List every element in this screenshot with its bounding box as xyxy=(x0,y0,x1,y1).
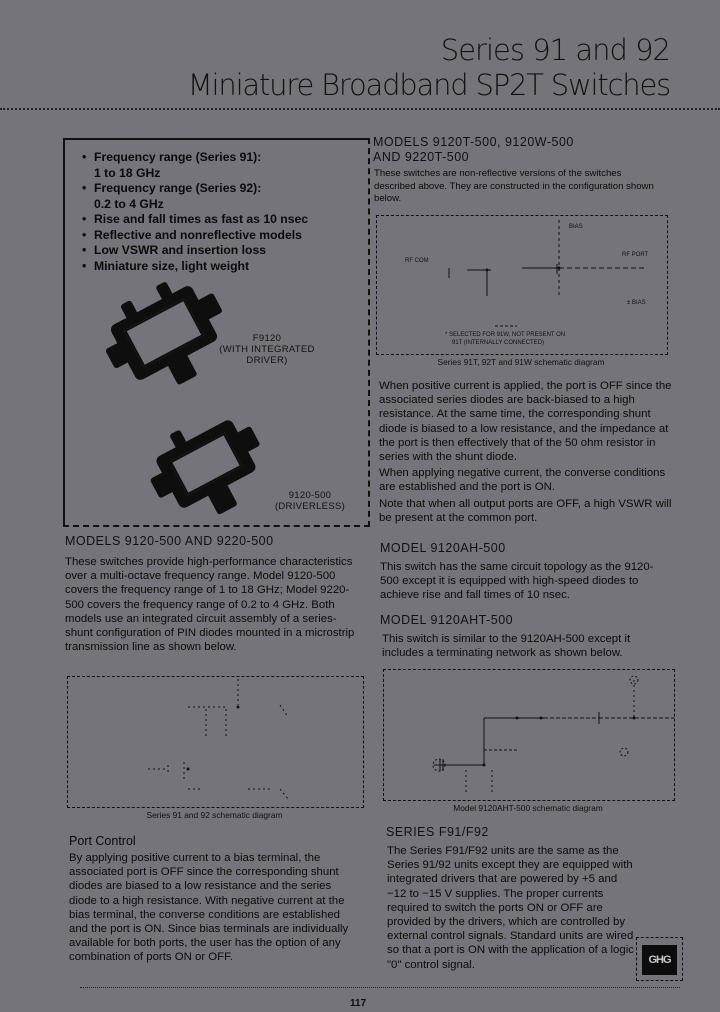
series-title: Series 91 and 92 xyxy=(440,33,670,67)
schematic-caption-series-91-92: Series 91 and 92 schematic diagram xyxy=(146,810,283,820)
caption-line: DRIVER) xyxy=(246,355,288,366)
heading-line: MODELS 9120T-500, 9120W-500 xyxy=(373,135,574,149)
feature-text: Frequency range (Series 92): xyxy=(94,181,262,195)
caption-line: F9120 xyxy=(252,333,282,344)
feature-text: Miniature size, light weight xyxy=(94,258,250,273)
feature-subtext: 1 to 18 GHz xyxy=(94,165,161,180)
feature-item xyxy=(80,212,360,228)
photo-caption-9120-500 xyxy=(270,490,350,512)
svg-text:* SELECTED FOR 91W, NOT PRESEN: * SELECTED FOR 91W, NOT PRESENT ON xyxy=(445,332,566,338)
schematic-caption-9120aht: Model 9120AHT-500 schematic diagram xyxy=(453,803,603,813)
svg-text:91T (INTERNALLY CONNECTED): 91T (INTERNALLY CONNECTED) xyxy=(452,340,545,346)
heading-line: AND 9220T-500 xyxy=(373,150,470,164)
page-number: 117 xyxy=(350,998,367,1009)
feature-subtext: 0.2 to 4 GHz xyxy=(94,196,164,211)
model-9120aht-heading: MODEL 9120AHT-500 xyxy=(380,613,514,627)
models-9120-9220-text: These switches provide high-performance characteristics over a multi-octave frequency range. Model 9120-500 covers the frequency range of 1 to 18 GHz; Model 9220-500 covers the frequency range of 0.2 to 4 GHz. Both models use an integrated circuit assembly of a series-shunt configuration of PIN diodes mounted in a microstrip transmission line as shown below. xyxy=(65,556,355,654)
port-control-text: By applying positive current to a bias terminal, the associated port is OFF since the corresponding shunt diodes are biased to a low resistance and the series diode to a high resistance. With negative current at the bias terminal, the converse conditions are established and the port is ON. Since bias terminals are individually available for both ports, the user has the option of any combination of ports ON or OFF. xyxy=(69,852,349,964)
operation-paragraph-1: When positive current is applied, the port is OFF since the associated series diodes are back-biased to a high resistance. At the same time, the corresponding shunt diode is biased to a low resistance, and the impedance at the port is then effectively that of the 50 ohm resistor in series with the shunt diode. xyxy=(379,380,672,464)
svg-text:RF COM: RF COM xyxy=(405,258,429,264)
svg-text:BIAS: BIAS xyxy=(569,224,583,230)
caption-line: (DRIVERLESS) xyxy=(274,501,346,512)
schematic-9120aht-500 xyxy=(383,669,675,801)
feature-item xyxy=(80,181,360,212)
feature-item xyxy=(80,228,360,244)
page-title: Miniature Broadband SP2T Switches xyxy=(187,68,670,102)
feature-item xyxy=(80,259,360,275)
photo-caption-f9120 xyxy=(212,333,322,366)
model-9120ah-heading: MODEL 9120AH-500 xyxy=(380,541,506,555)
feature-text: Frequency range (Series 91): xyxy=(94,150,262,164)
schematic-series-91t-92t-91w xyxy=(376,215,668,355)
port-control-heading: Port Control xyxy=(69,834,136,848)
operation-paragraph-3: Note that when all output ports are OFF, a high VSWR will be present at the common port. xyxy=(379,498,672,525)
model-9120aht-text: This switch is similar to the 9120AH-500 except it includes a terminating network as shown below. xyxy=(382,633,631,660)
schematic-caption-91t: Series 91T, 92T and 91W schematic diagram xyxy=(437,357,605,367)
schematic-diagram-icon xyxy=(68,677,363,807)
series-f91-f92-text: The Series F91/F92 units are the same as the Series 91/92 units except they are equipped with integrated drivers that are powered by +5 and −12 to −15 V supplies. The proper currents required to switch the ports ON or OFF are provided by the drivers, which are controlled by external control signals. Standard units are wired so that a port is ON with the application of a logic "0" control signal. xyxy=(387,845,634,971)
schematic-diagram-icon xyxy=(377,216,667,354)
series-f91-f92-heading: SERIES F91/F92 xyxy=(386,825,489,839)
footer-divider xyxy=(80,987,680,988)
caption-line: 9120-500 xyxy=(288,490,332,501)
nonreflective-models-text: These switches are non-reflective versions of the switches described above. They are constructed in the configuration shown below. xyxy=(374,168,654,204)
feature-text: Low VSWR and insertion loss xyxy=(94,243,266,257)
feature-item xyxy=(80,150,360,181)
svg-text:RF PORT: RF PORT xyxy=(622,252,649,258)
header-divider xyxy=(0,108,720,110)
schematic-diagram-icon xyxy=(384,670,674,800)
operation-paragraph-2: When applying negative current, the converse conditions are established and the port is ON. xyxy=(379,467,666,494)
nonreflective-models-heading xyxy=(373,135,673,165)
feature-item xyxy=(80,243,360,259)
feature-list xyxy=(80,150,360,274)
company-logo xyxy=(636,937,683,981)
caption-line: (WITH INTEGRATED xyxy=(219,344,315,355)
models-9120-9220-heading: MODELS 9120-500 AND 9220-500 xyxy=(65,534,274,548)
model-9120ah-text: This switch has the same circuit topology as the 9120-500 except it is equipped with high-speed diodes to achieve rise and fall times of 10 nsec. xyxy=(380,561,654,602)
svg-text:± BIAS: ± BIAS xyxy=(627,300,646,306)
feature-text: Rise and fall times as fast as 10 nsec xyxy=(94,212,309,226)
logo-icon: GHG xyxy=(642,945,677,975)
schematic-series-91-92 xyxy=(67,676,364,808)
feature-text: Reflective and nonreflective models xyxy=(94,227,302,242)
